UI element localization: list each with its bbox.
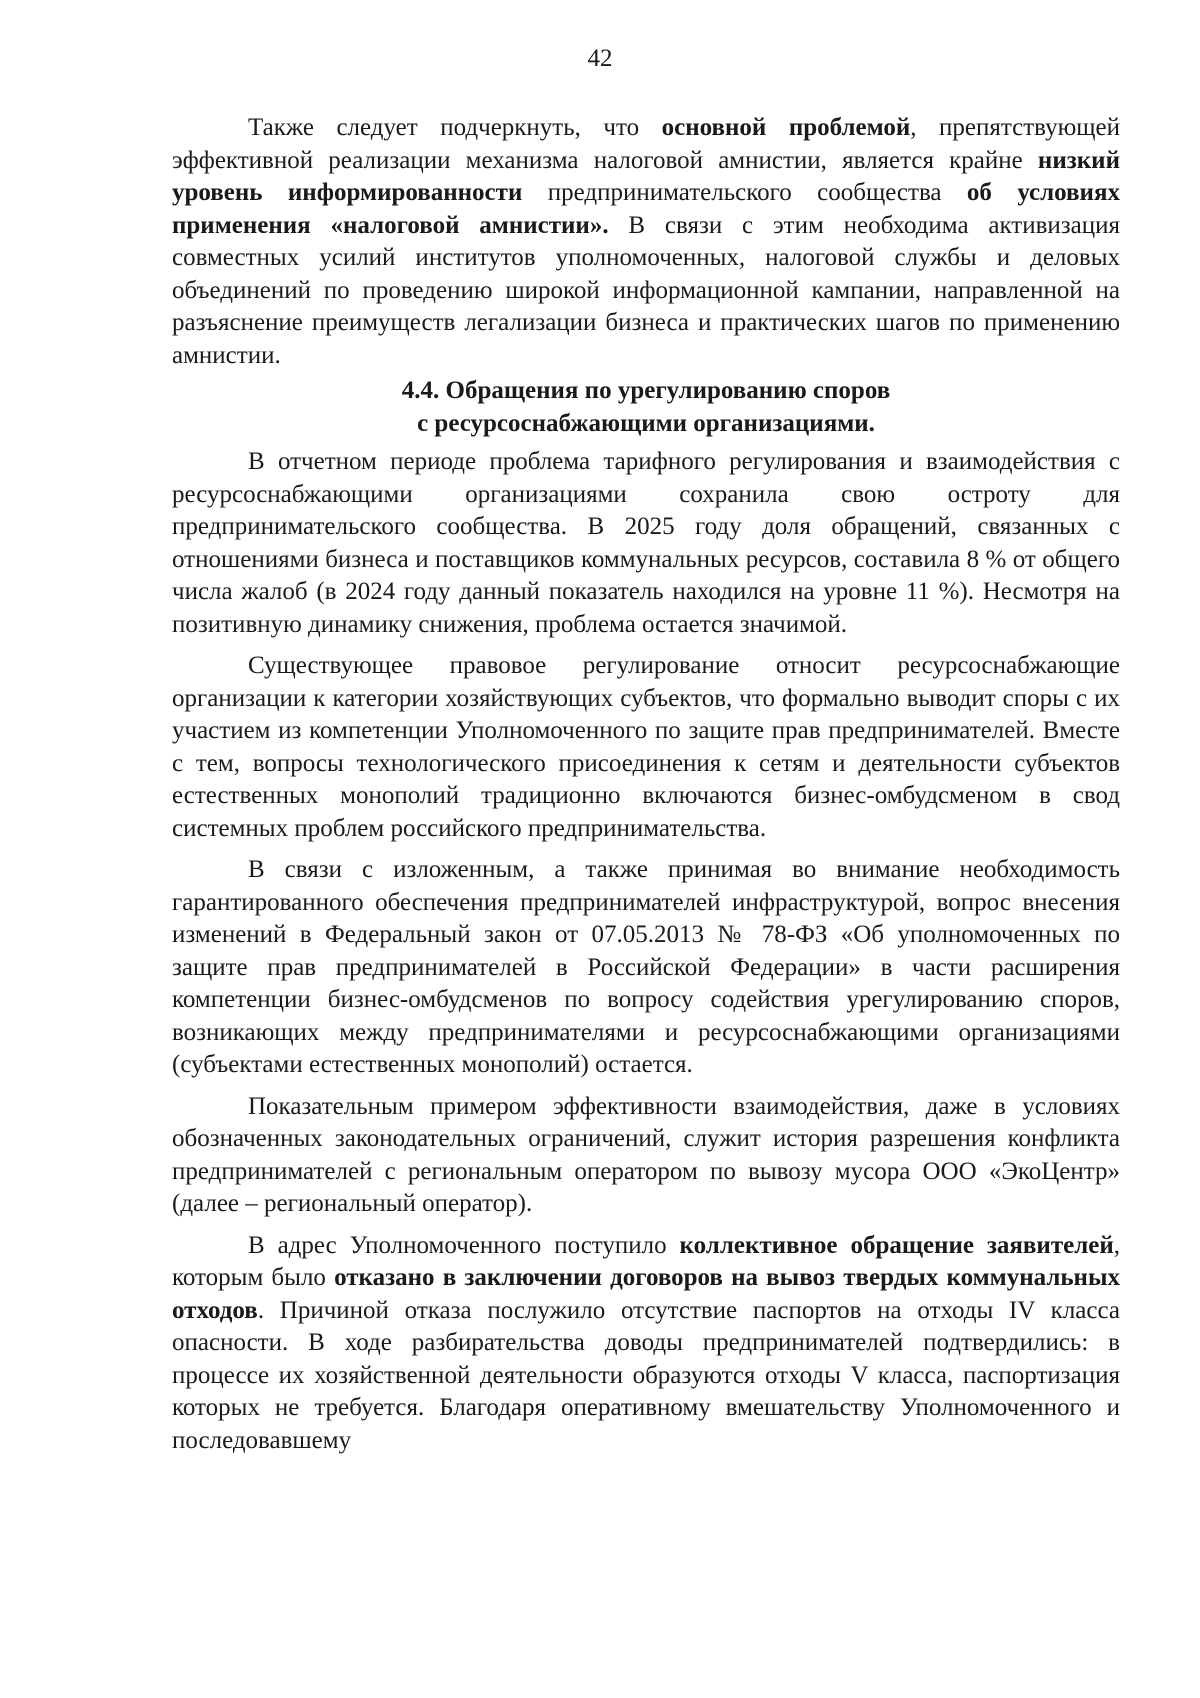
text-run: В адрес Уполномоченного поступило <box>248 1231 680 1259</box>
text-run: , которым было <box>172 1231 1120 1291</box>
emphasized-text: низкий уровень информированности <box>172 146 1120 206</box>
emphasized-text: отказано в заключении договоров на вывоз твердых коммунальных отходов <box>172 1264 1120 1324</box>
text-run: Также следует подчеркнуть, что <box>248 114 662 141</box>
page-number: 42 <box>587 45 613 72</box>
paragraph-law-amendment: В связи с изложенным, а также принимая во внимание необходимость гарантированного обеспечения предпринимателей инфраструктурой, вопрос внесения изменений в Федеральный закон от 07.05.2013 № 78-ФЗ «Об уполномоченных по защите прав предпринимателей в Российской Федерации» в части расширения компетенции бизнес-омбудсменов по вопросу содействия урегулированию споров, возникающих между предпринимателями и ресурсоснабжающими организациями (субъектами естественных монополий) остается. <box>172 856 1120 1078</box>
text-run: . Причиной отказа послужило отсутствие паспортов на отходы IV класса опасности. В ходе разбирательства доводы предпринимателей подтвердились: в процессе их хозяйственной деятельности образуются отходы V класса, паспортизация которых не требуется. Благодаря оперативному вмешательству Уполномоченного и последовавшему <box>172 1296 1120 1454</box>
emphasized-text: основной проблемой <box>661 114 911 141</box>
paragraph-collective-appeal <box>172 1230 1120 1458</box>
text-run: , препятствующей эффективной реализации механизма налоговой амнистии, является крайне <box>172 114 1121 174</box>
paragraph-tariff-regulation: В отчетном периоде проблема тарифного регулирования и взаимодействия с ресурсоснабжающими организациями сохранила свою остроту для предпринимательского сообщества. В 2025 году доля обращений, связанных с отношениями бизнеса и поставщиков коммунальных ресурсов, составила 8 % от общего числа жалоб (в 2024 году данный показатель находился на уровне 11 %). Несмотря на позитивную динамику снижения, проблема остается значимой. <box>172 448 1120 638</box>
paragraph-tax-amnesty <box>172 112 1120 372</box>
paragraph-legal-regulation: Существующее правовое регулирование относит ресурсоснабжающие организации к категории хозяйствующих субъектов, что формально выводит споры с их участием из компетенции Уполномоченного по защите прав предпринимателей. Вместе с тем, вопросы технологического присоединения к сетям и деятельности субъектов естественных монополий традиционно включаются бизнес-омбудсменом в свод системных проблем российского предпринимательства. <box>172 652 1120 842</box>
text-run: предпринимательского сообщества <box>522 179 967 206</box>
section-heading <box>172 374 1120 440</box>
emphasized-text: коллективное обращение заявителей <box>679 1231 1114 1259</box>
document-body <box>172 112 1120 1457</box>
emphasized-text: об условиях применения «налоговой амнистии». <box>172 179 1120 239</box>
section-heading-line-1: 4.4. Обращения по урегулированию споров <box>401 377 891 404</box>
paragraph-ecocenter-example: Показательным примером эффективности взаимодействия, даже в условиях обозначенных законодательных ограничений, служит история разрешения конфликта предпринимателей с региональным оператором по вывозу мусора ООО «ЭкоЦентр» (далее – региональный оператор). <box>172 1092 1120 1217</box>
section-heading-line-2: с ресурсоснабжающими организациями. <box>417 410 875 437</box>
text-run: В связи с этим необходима активизация совместных усилий институтов уполномоченных, налоговой службы и деловых объединений по проведению широкой информационной кампании, направленной на разъяснение преимуществ легализации бизнеса и практических шагов по применению амнистии. <box>172 211 1120 369</box>
